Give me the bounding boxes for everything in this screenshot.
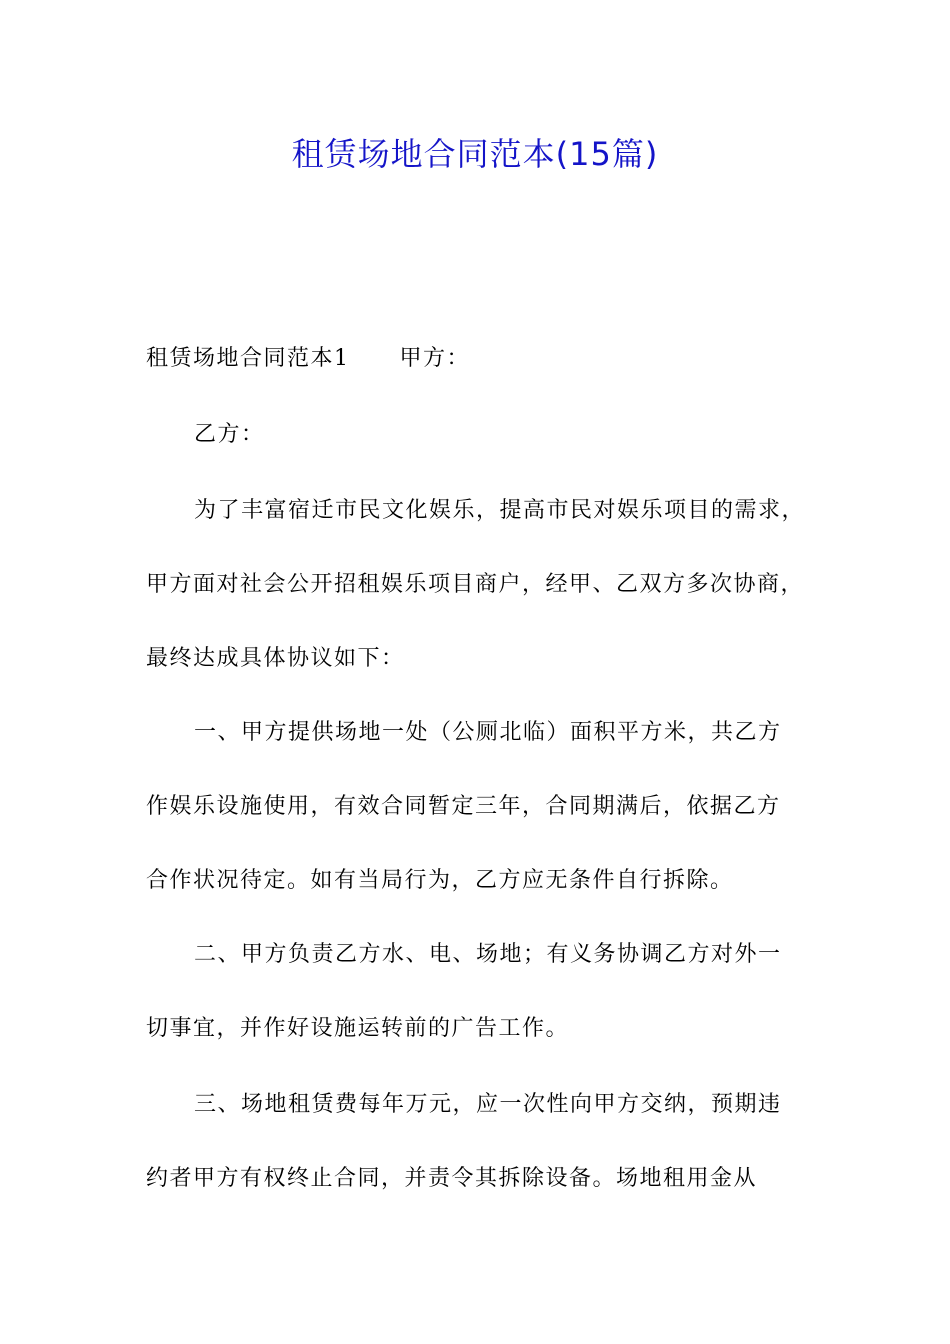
- contract-heading-line: [146, 344, 470, 374]
- contract-heading: 租赁场地合同范本1: [146, 346, 350, 371]
- paragraph-line: 最终达成具体协议如下：: [146, 646, 405, 671]
- party-b-label: 乙方：: [194, 422, 265, 447]
- paragraph-line: 一、甲方提供场地一处（公厕北临）面积平方米，共乙方: [194, 720, 782, 745]
- paragraph-line: 三、场地租赁费每年万元，应一次性向甲方交纳，预期违: [194, 1092, 782, 1117]
- document-title: 租赁场地合同范本(15篇): [291, 135, 659, 173]
- paragraph-line: 二、甲方负责乙方水、电、场地；有义务协调乙方对外一: [194, 942, 782, 967]
- paragraph-line: 约者甲方有权终止合同，并责令其拆除设备。场地租用金从: [146, 1166, 758, 1191]
- paragraph-line: 合作状况待定。如有当局行为，乙方应无条件自行拆除。: [146, 868, 734, 893]
- paragraph-line: 为了丰富宿迁市民文化娱乐，提高市民对娱乐项目的需求，: [194, 498, 806, 523]
- paragraph-line: 作娱乐设施使用，有效合同暂定三年，合同期满后，依据乙方: [146, 794, 781, 819]
- paragraph-line: 切事宜，并作好设施运转前的广告工作。: [146, 1016, 570, 1041]
- paragraph-line: 甲方面对社会公开招租娱乐项目商户，经甲、乙双方多次协商，: [146, 572, 805, 597]
- party-a-label: 甲方：: [399, 346, 471, 371]
